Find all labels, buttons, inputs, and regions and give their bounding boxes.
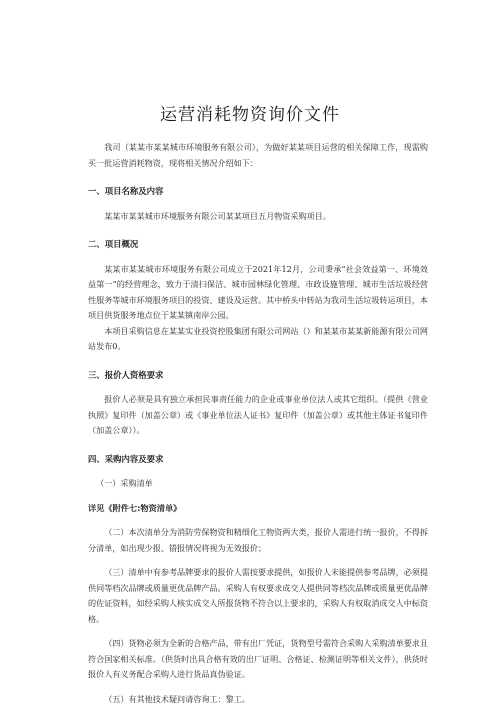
section-4-paragraph-5: （五）有其他技术疑问请咨询工：黎工。	[104, 693, 250, 704]
section-1-paragraph: 某某市某某城市环境服务有限公司某某项目五月物资采购项目。	[104, 210, 331, 221]
document-title: 运营消耗物资询价文件	[160, 105, 340, 125]
section-4-paragraph-4: （四）货物必须为全新的合格产品，带有出厂凭证，货物型号需符合采购人采购清单要求且符合国家相关标准。（供货时出具合格有效的出厂证明、合格证、检测证明等相关文件），供货时报价人有义务配合采购人进行货品真伪验证。	[88, 638, 428, 679]
section-heading-4: 四、采购内容及要求	[88, 453, 164, 464]
section-4-paragraph-2: （二）本次清单分为消防劳保物资和精细化工物资两大类，报价人需进行统一报价，不得拆分清单，如出现少报、错报情况将视为无效报价；	[88, 527, 428, 553]
section-4-paragraph-3: （三）清单中有参考品牌要求的报价人需按要求提供，如报价人未能提供参考品牌，必须提供同等档次品牌或质量更优品牌产品。采购人有权要求成交人提供同等档次品牌或质量更优品牌的佐证资料，如经采购人核实成交人所报货物不符合以上要求的，采购人有权取消成交人中标资格。	[88, 567, 428, 624]
section-heading-3: 三、报价人资格要求	[88, 369, 164, 380]
document-body	[88, 140, 428, 707]
section-2-paragraph-1: 某某市某某城市环境服务有限公司成立于2021年12月，公司秉承“社会效益第一、环境效益第一”的经营理念，致力于清扫保洁、城市园林绿化管理、市政设施管理、城市生活垃圾经营性服务等城市环境服务项目的投资、建设及运营。其中桥头中转站为我司生活垃圾转运项目，本项目供货服务地点位于某某镇南岸公园。	[88, 263, 428, 320]
section-3-paragraph: 报价人必须是具有独立承担民事责任能力的企业或事业单位法人或其它组织。（提供《营业执照》复印件（加盖公章）或《事业单位法人证书》复印件（加盖公章）或其他主体证书复印件（加盖公章））。	[88, 394, 428, 435]
section-2-paragraph-2: 本项目采购信息在某某实业投资控股集团有限公司网站（）和某某市某某新能源有限公司网站发布0。	[88, 325, 428, 351]
intro-paragraph: 我司（某某市某某城市环境服务有限公司），为做好某某项目运营的相关保障工作，现需购买一批运营消耗物资，现将相关情况介绍如下：	[88, 142, 428, 168]
attachment-reference: 详见《附件七:物资清单》	[88, 502, 182, 513]
procurement-list-subheading: （一）采购清单	[96, 478, 153, 488]
section-heading-2: 二、项目概况	[88, 239, 139, 249]
section-heading-1: 一、项目名称及内容	[88, 186, 164, 196]
